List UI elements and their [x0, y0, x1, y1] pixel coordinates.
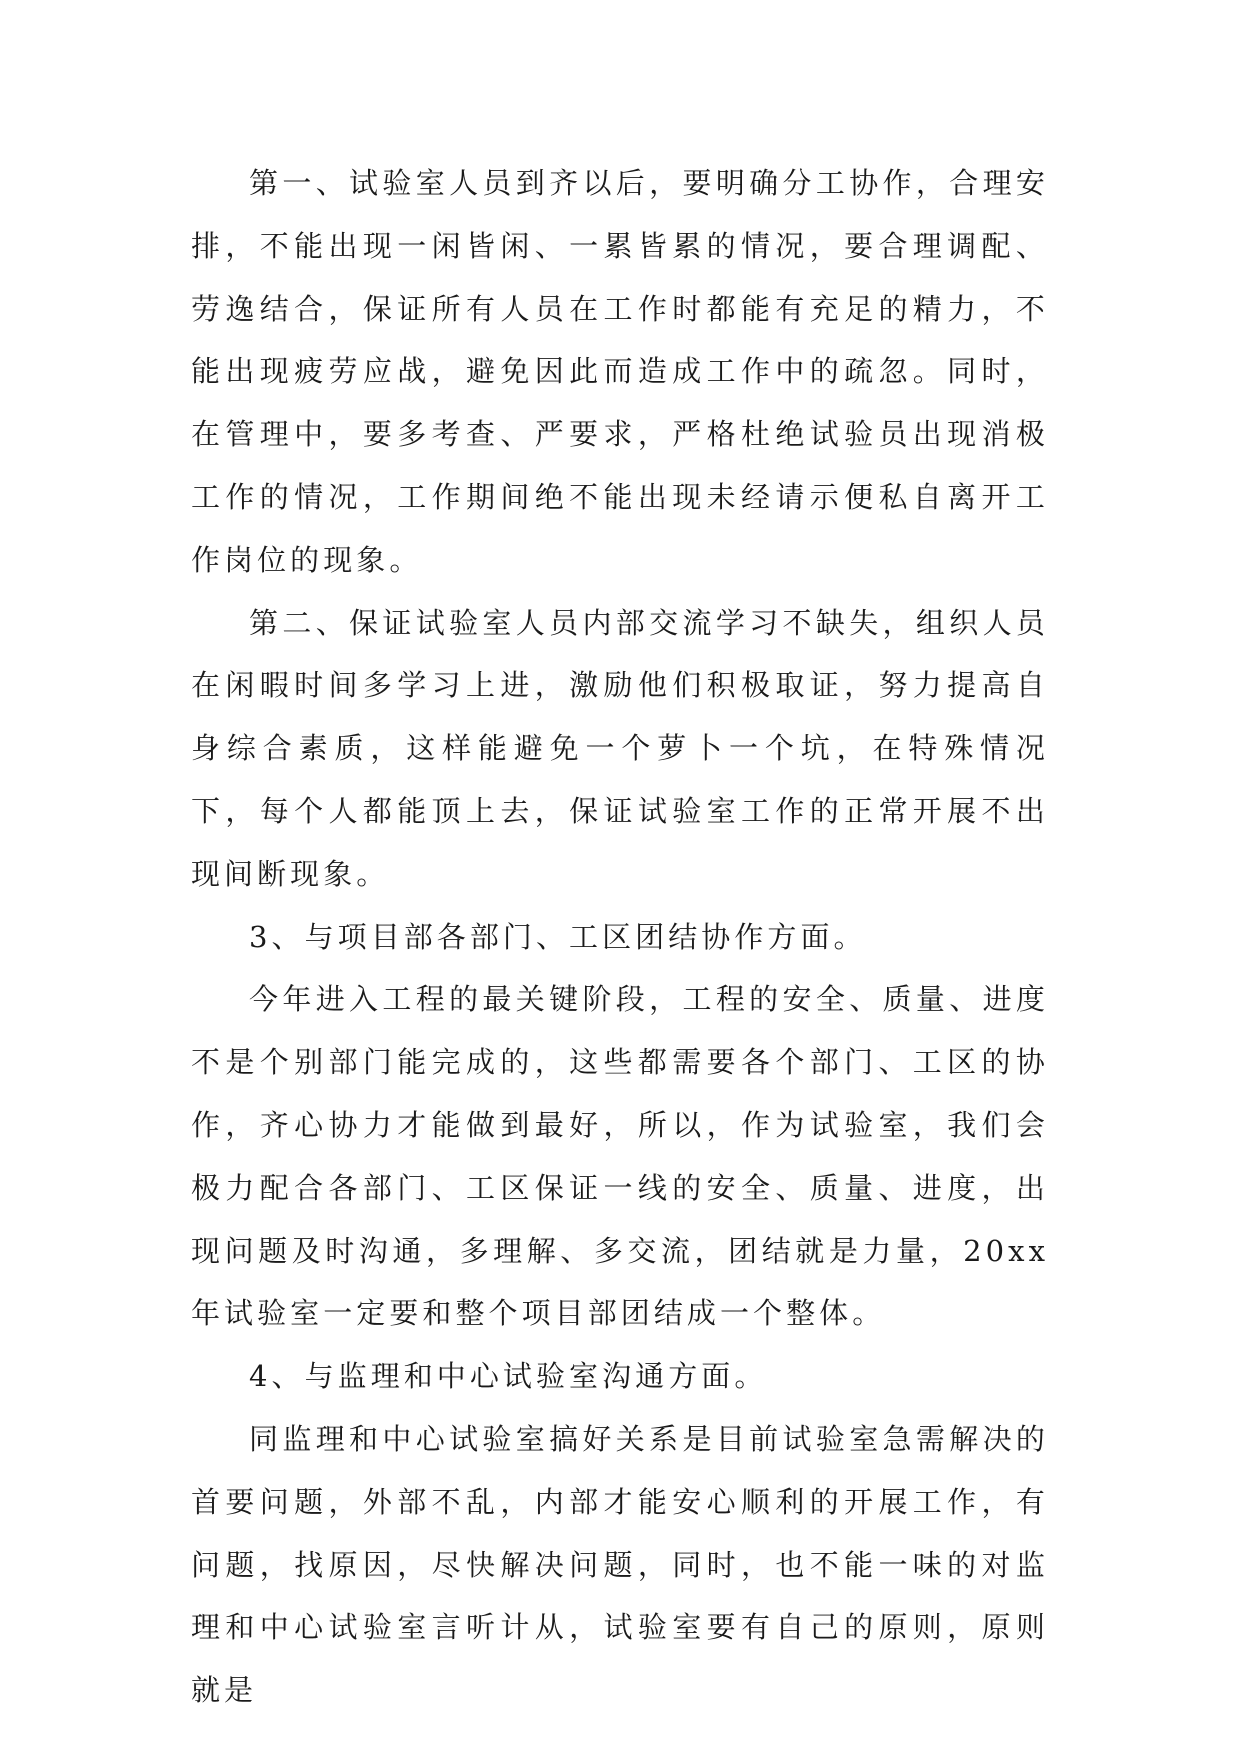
document-page: [191, 152, 1049, 1722]
paragraph-internal-learning: 第二、保证试验室人员内部交流学习不缺失，组织人员在闲暇时间多学习上进，激励他们积极取证，努力提高自身综合素质，这样能避免一个萝卜一个坑，在特殊情况下，每个人都能顶上去，保证试验室工作的正常开展不出现间断现象。: [191, 605, 1049, 891]
section-heading-supervision: 4、与监理和中心试验室沟通方面。: [249, 1359, 768, 1394]
paragraph-staff-arrangement: 第一、试验室人员到齐以后，要明确分工协作，合理安排，不能出现一闲皆闲、一累皆累的情况，要合理调配、劳逸结合，保证所有人员在工作时都能有充足的精力，不能出现疲劳应战，避免因此而造成工作中的疏忽。同时，在管理中，要多考查、严要求，严格杜绝试验员出现消极工作的情况，工作期间绝不能出现未经请示便私自离开工作岗位的现象。: [191, 166, 1049, 577]
paragraph-cooperation: 今年进入工程的最关键阶段，工程的安全、质量、进度不是个别部门能完成的，这些都需要各个部门、工区的协作，齐心协力才能做到最好，所以，作为试验室，我们会极力配合各部门、工区保证一线的安全、质量、进度，出现问题及时沟通，多理解、多交流，团结就是力量，20xx年试验室一定要和整个项目部团结成一个整体。: [191, 982, 1049, 1331]
paragraph-supervision: 同监理和中心试验室搞好关系是目前试验室急需解决的首要问题，外部不乱，内部才能安心顺利的开展工作，有问题，找原因，尽快解决问题，同时，也不能一味的对监理和中心试验室言听计从，试验室要有自己的原则，原则就是: [191, 1421, 1049, 1708]
section-heading-cooperation: 3、与项目部各部门、工区团结协作方面。: [249, 919, 867, 954]
